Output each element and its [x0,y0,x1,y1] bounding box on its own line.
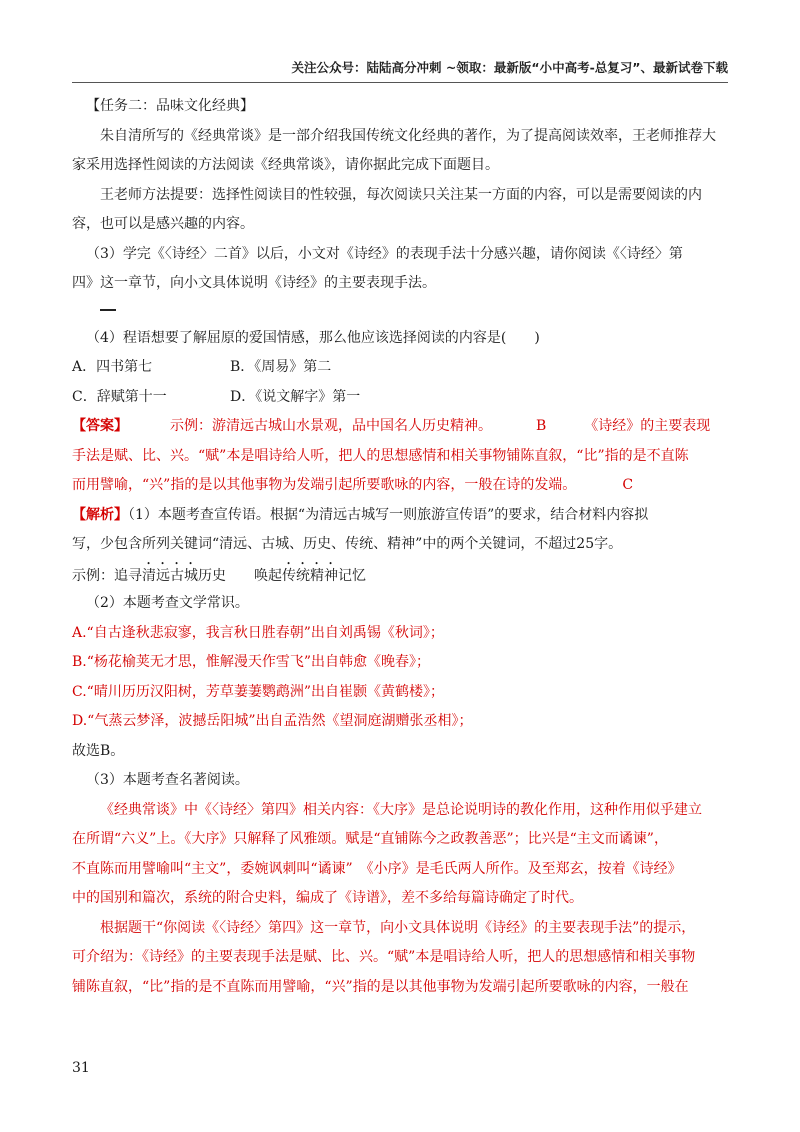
analysis-label: 【解析】 [72,506,128,523]
option-c: C．辞赋第十一 [72,388,167,405]
answer-4-choice: C [622,477,634,493]
method-line-2: 容，也可以是感兴趣的内容。 [72,216,254,232]
question-3-line-2: 四》这一章节，向小文具体说明《诗经》的主要表现手法。 [72,275,436,291]
answer-line-1 [72,412,730,442]
document-body [72,92,730,1002]
analysis-3-line-6: 可介绍为：《诗经》的主要表现手法是赋、比、兴。“赋”本是唱诗给人听，把人的思想感情和相关事物 [72,949,696,965]
option-d: D．《说文解字》第一 [230,388,361,405]
analysis-3-line-7: 铺陈直叙，“比”指的是不直陈而用譬喻，“兴”指的是以其他事物为发端引起所要歌咏的内容，一般在 [72,978,689,995]
answer-label: 【答案】 [72,418,128,434]
task-title: 【任务二：品味文化经典】 [86,98,254,114]
analysis-3-line-2: 在所谓“六义”上。《大序》只解释了风雅颂。赋是“直铺陈今之政教善恶”；比兴是“主文而谲谏”， [72,831,668,847]
example-mid-2: 唤起 [254,567,282,584]
answer-1-text: 示例：游清远古城山水景观，品中国名人历史精神。 [170,418,492,434]
task-intro-line-2: 家采用选择性阅读的方法阅读《经典常谈》，请你据此完成下面题目。 [72,157,499,173]
page-number: 31 [72,1060,90,1076]
example-keyword-1: 清远古城 [142,567,198,584]
analysis-line-2: 写，少包含所列关键词“清远、古城、历史、传统、精神”中的两个关键词，不超过25字。 [72,536,623,552]
example-keyword-2: 传统精神 [282,567,338,584]
option-a: A．四书第七 [72,359,153,375]
answer-blank [72,299,730,324]
options-row-1 [72,353,730,383]
question-3-line-1: （3）学完《〈诗经〉二首》以后，小文对《诗经》的表现手法十分感兴趣，请你阅读《〈诗经〉第 [86,245,683,262]
analysis-2-option-a: A.“自古逢秋悲寂寥，我言秋日胜春朝”出自刘禹锡《秋词》； [72,624,444,641]
option-b: B．《周易》第二 [230,359,332,375]
header-divider [72,82,728,83]
answer-line-2: 手法是赋、比、兴。“赋”本是唱诗给人听，把人的思想感情和相关事物铺陈直叙，“比”指的是不直陈 [72,447,689,464]
analysis-2-option-c: C.“晴川历历汉阳树，芳草萋萋鹦鹉洲”出自崔颢《黄鹤楼》； [72,683,444,700]
analysis-2-option-b: B.“杨花榆荚无才思，惟解漫天作雪飞”出自韩愈《晚春》； [72,654,431,670]
task-intro-line-1: 朱自清所写的《经典常谈》是一部介绍我国传统文化经典的著作，为了提高阅读效率，王老师推荐大 [100,127,716,144]
analysis-3-heading: （3）本题考查名著阅读。 [86,772,249,788]
example-mid: 历史 [198,567,226,584]
answer-3-end: 而用譬喻，“兴”指的是以其他事物为发端引起所要歌咏的内容，一般在诗的发端。 [72,477,577,493]
answer-3-start: 《诗经》的主要表现 [584,418,711,434]
example-suffix: 记忆 [338,567,366,584]
answer-blank-dash [100,309,116,311]
answer-2-choice: B [536,418,547,434]
analysis-3-line-4: 中的国别和篇次，系统的附合史料，编成了《诗谱》，差不多给每篇诗确定了时代。 [72,890,583,906]
answer-line-3 [72,471,730,501]
analysis-3-line-3: 不直陈而用譬喻叫“主文”，委婉讽刺叫“谲谏” 《小序》是毛氏两人所作。及至郑玄，按着《诗经》 [72,860,682,877]
analysis-3-line-5: 根据题干“你阅读《〈诗经〉第四》这一章节，向小文具体说明《诗经》的主要表现手法”的提示， [100,919,696,936]
analysis-2-option-d: D.“气蒸云梦泽，波撼岳阳城”出自孟浩然《望洞庭湖赠张丞相》； [72,713,473,729]
analysis-example [72,560,730,590]
example-prefix: 示例：追寻 [72,567,142,584]
analysis-1-text: （1）本题考查宣传语。根据“为清远古城写一则旅游宣传语”的要求，结合材料内容拟 [128,506,649,523]
analysis-line-1 [72,501,730,531]
page-header: 关注公众号：陆陆高分冲刺 ~领取：最新版“小中高考-总复习”、最新试卷下载 [291,60,728,75]
options-row-2 [72,383,730,413]
analysis-2-heading: （2）本题考查文学常识。 [86,595,249,611]
question-4: （4）程语想要了解屈原的爱国情感，那么他应该选择阅读的内容是( ) [86,329,540,346]
analysis-2-conclusion: 故选B。 [72,742,125,759]
analysis-3-line-1: 《经典常谈》中《〈诗经〉第四》相关内容：《大序》是总论说明诗的教化作用，这种作用似乎建立 [100,801,702,818]
method-line-1: 王老师方法提要：选择性阅读目的性较强，每次阅读只关注某一方面的内容，可以是需要阅读的内 [100,186,702,203]
